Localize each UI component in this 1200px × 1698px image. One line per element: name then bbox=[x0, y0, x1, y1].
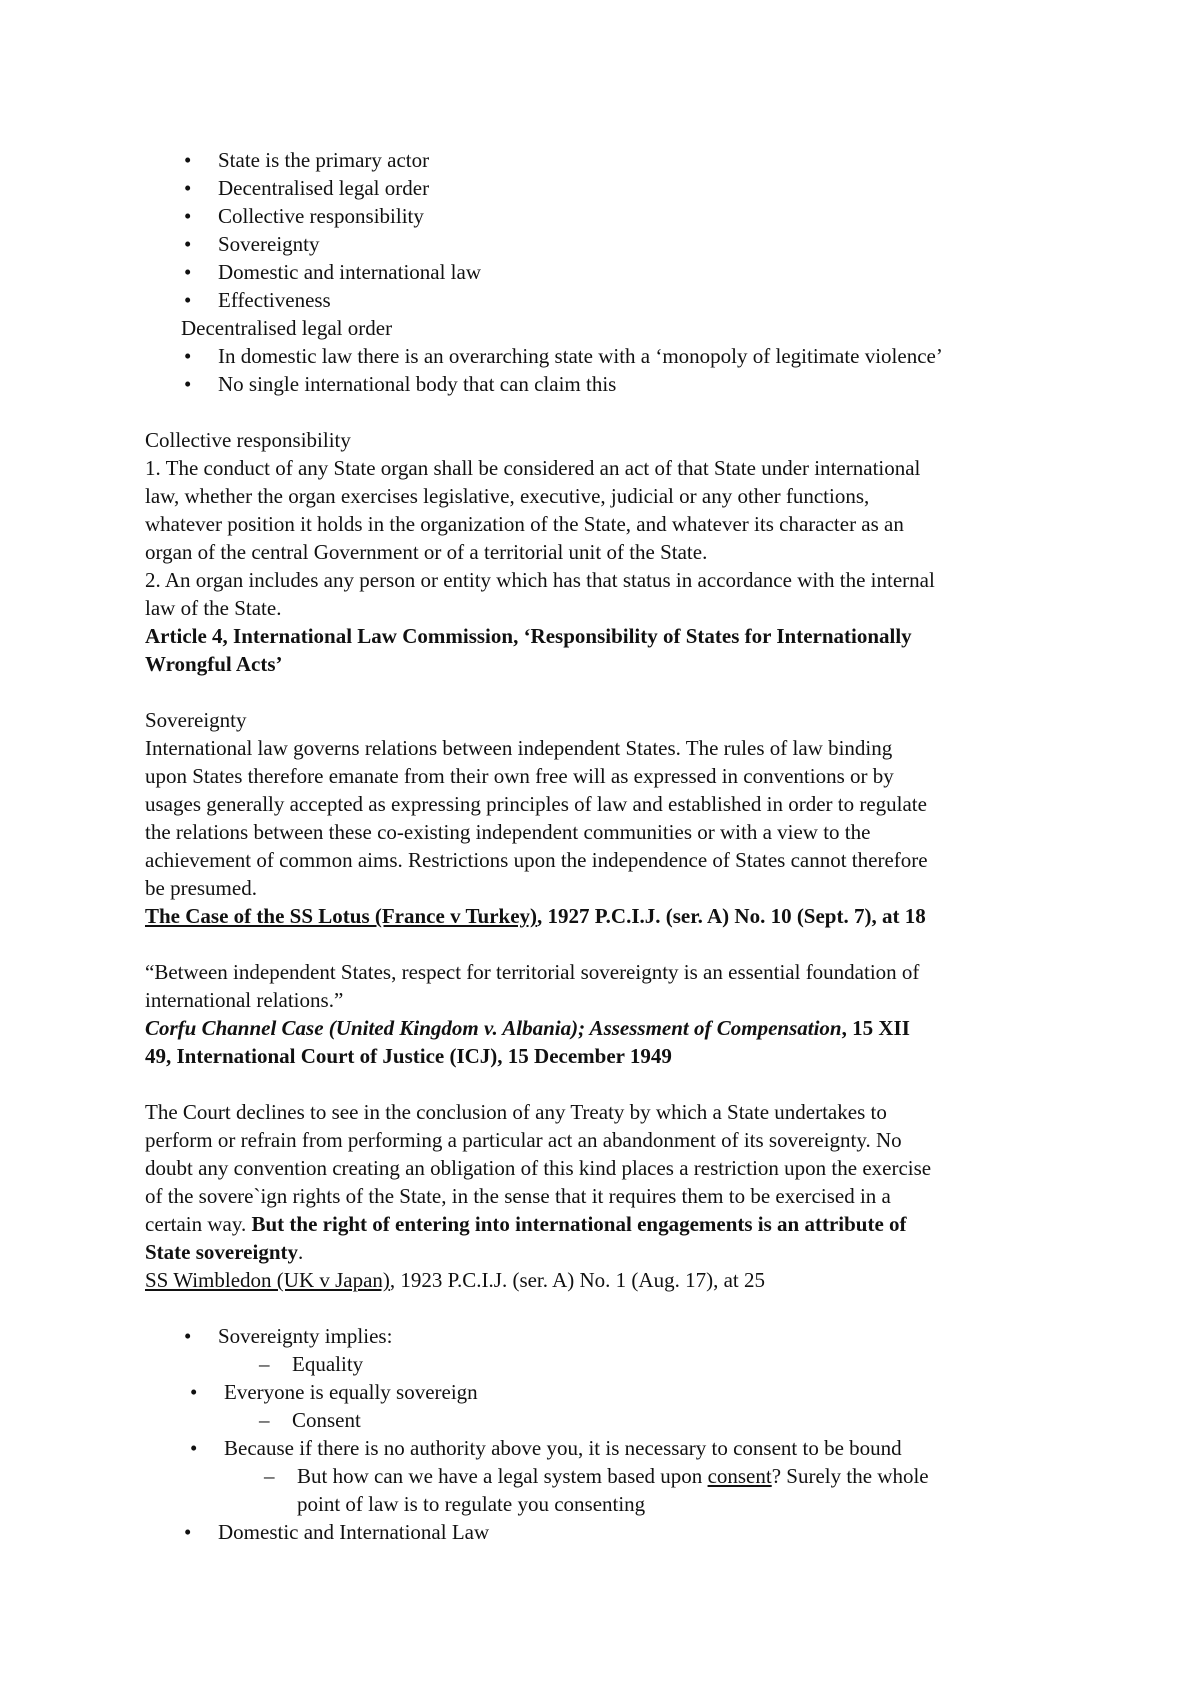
bullet-icon: • bbox=[184, 344, 192, 368]
bullet-icon: • bbox=[190, 1436, 198, 1460]
sovereignty-heading: Sovereignty bbox=[145, 708, 247, 732]
wimbledon-quote: The Court declines to see in the conclusion of any Treaty by which a State undertakes to perform or refrain from performing a particular act an abandonment of its sovereignty. No doubt any convention creating an obligation of this kind places a restriction upon the exercise of the sovere`ign rights of the State, in the sense that it requires them to be exercised in a certain way. But the right of entering into international engagements is an attribute of State sovereignty. bbox=[145, 1100, 932, 1264]
dash-icon: – bbox=[259, 1408, 270, 1432]
consent-link[interactable]: consent bbox=[707, 1464, 772, 1488]
wimbledon-citation: SS Wimbledon (UK v Japan), 1923 P.C.I.J. (ser. A) No. 1 (Aug. 17), at 25 bbox=[145, 1268, 765, 1292]
list-item: • Domestic and international law bbox=[184, 260, 482, 284]
list-item: • Because if there is no authority above you, it is necessary to consent to be bound bbox=[190, 1436, 902, 1460]
list-item: • Effectiveness bbox=[184, 288, 331, 312]
corfu-quote: “Between independent States, respect for territorial sovereignty is an essential foundation of international relations.” bbox=[145, 960, 920, 1012]
bullet-icon: • bbox=[184, 260, 192, 284]
decentralised-heading: Decentralised legal order bbox=[181, 316, 393, 340]
list-item: • No single international body that can claim this bbox=[184, 372, 617, 396]
list-item: • Sovereignty bbox=[184, 232, 320, 256]
list-item: • Collective responsibility bbox=[184, 204, 424, 228]
bullet-icon: • bbox=[184, 1520, 192, 1544]
ilc-citation: Article 4, International Law Commission, ‘Responsibility of States for Internationally Wrongful Acts’ bbox=[145, 624, 912, 676]
corfu-citation: Corfu Channel Case (United Kingdom v. Albania); Assessment of Compensation, 15 XII 49, International Court of Justice (ICJ), 15 December 1949 bbox=[145, 1016, 910, 1068]
list-item: • Decentralised legal order bbox=[184, 176, 430, 200]
list-item: • State is the primary actor bbox=[184, 148, 430, 172]
collective-heading: Collective responsibility bbox=[145, 428, 351, 452]
document-page bbox=[145, 146, 1085, 1546]
dash-icon: – bbox=[259, 1352, 270, 1376]
intro-list bbox=[145, 146, 1085, 314]
corfu-case-name: Corfu Channel Case (United Kingdom v. Albania); Assessment of Compensation bbox=[145, 1016, 842, 1040]
bullet-icon: • bbox=[184, 372, 192, 396]
collective-paragraph: 1. The conduct of any State organ shall be considered an act of that State under international law, whether the organ exercises legislative, executive, judicial or any other functions, whatever position it holds in the organization of the State, and whatever its character as an organ of the central Government or of a territorial unit of the State. 2. An organ includes any person or entity which has that status in accordance with the internal law of the State. bbox=[145, 456, 935, 620]
lotus-quote: International law governs relations between independent States. The rules of law binding upon States therefore emanate from their own free will as expressed in conventions or by usages generally accepted as expressing principles of law and established in order to regulate the relations between these co-existing independent communities or with a view to the achievement of common aims. Restrictions upon the independence of States cannot therefore be presumed. bbox=[145, 736, 928, 900]
lotus-case-link[interactable]: The Case of the SS Lotus (France v Turkey) bbox=[145, 904, 538, 928]
bullet-icon: • bbox=[184, 204, 192, 228]
bullet-icon: • bbox=[184, 232, 192, 256]
sub-list-item: – Equality bbox=[259, 1352, 364, 1376]
bullet-icon: • bbox=[184, 148, 192, 172]
lotus-citation: The Case of the SS Lotus (France v Turkey), 1927 P.C.I.J. (ser. A) No. 10 (Sept. 7), at 18 bbox=[145, 904, 926, 928]
sub-list-item-continuation: point of law is to regulate you consenting bbox=[297, 1492, 646, 1516]
wimbledon-case-link[interactable]: SS Wimbledon (UK v Japan) bbox=[145, 1268, 390, 1292]
dash-icon: – bbox=[264, 1464, 275, 1488]
bullet-icon: • bbox=[184, 1324, 192, 1348]
bullet-icon: • bbox=[184, 176, 192, 200]
list-item: • In domestic law there is an overarching state with a ‘monopoly of legitimate violence’ bbox=[184, 344, 943, 368]
bullet-icon: • bbox=[184, 288, 192, 312]
list-item: • Everyone is equally sovereign bbox=[190, 1380, 478, 1404]
sub-list-item: – But how can we have a legal system based upon consent? Surely the whole bbox=[264, 1464, 929, 1488]
sub-list-item: – Consent bbox=[259, 1408, 361, 1432]
list-item: • Sovereignty implies: bbox=[184, 1324, 393, 1348]
bullet-icon: • bbox=[190, 1380, 198, 1404]
implies-list bbox=[145, 1322, 1085, 1546]
list-item: • Domestic and International Law bbox=[184, 1520, 490, 1544]
